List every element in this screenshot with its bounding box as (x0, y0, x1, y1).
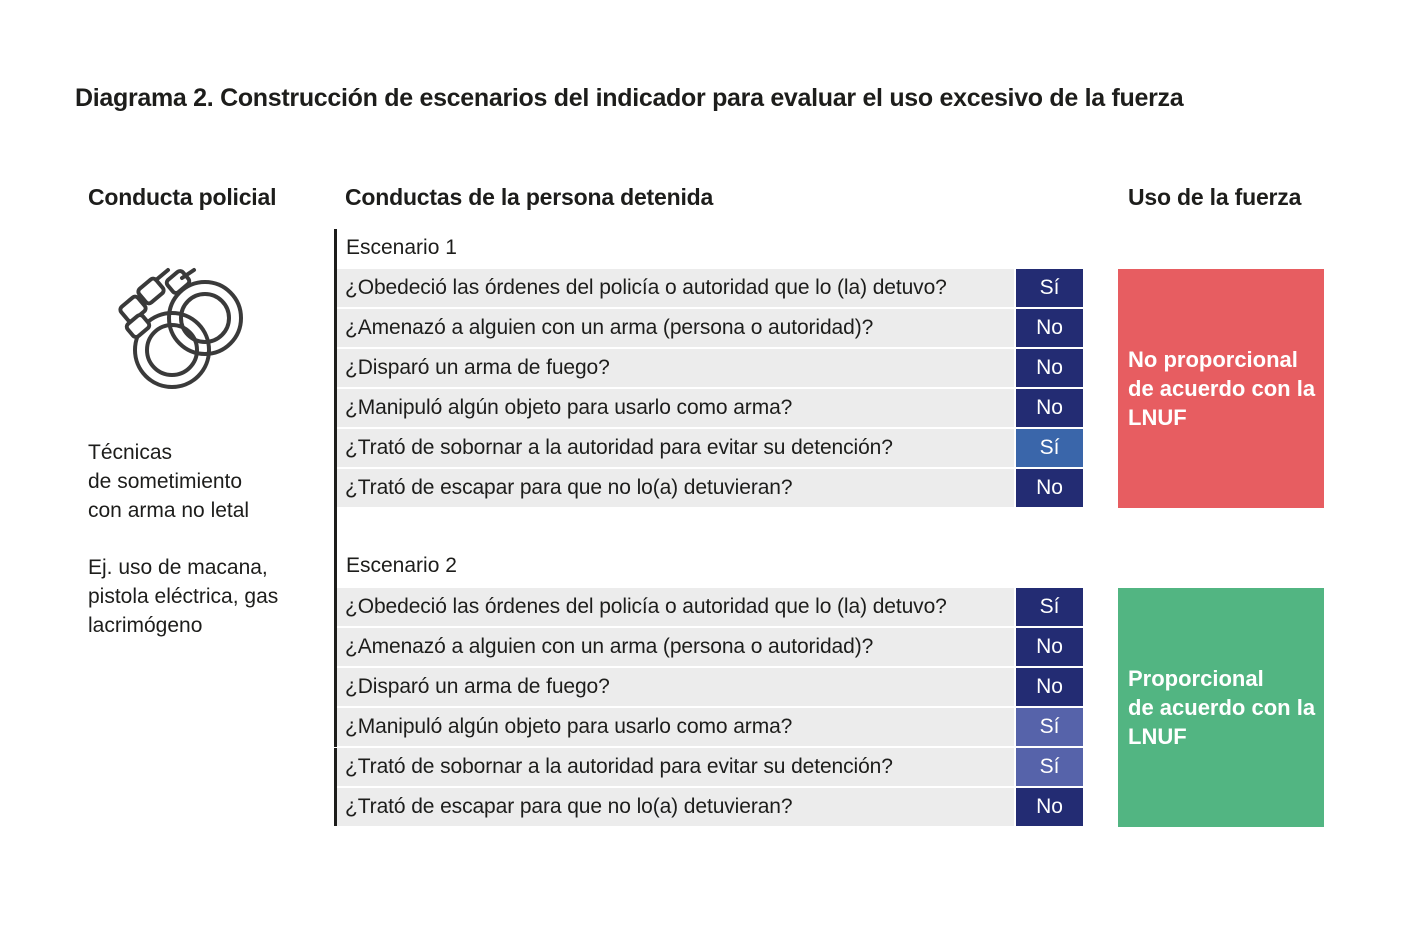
question-row (337, 748, 1083, 786)
scenario-1-label: Escenario 1 (346, 236, 457, 259)
question-text: ¿Manipuló algún objeto para usarlo como arma? (337, 389, 1014, 427)
result-line: LNUF (1128, 405, 1187, 430)
question-text: ¿Manipuló algún objeto para usarlo como arma? (337, 708, 1014, 746)
header-conducta-policial: Conducta policial (88, 184, 277, 210)
answer-badge: No (1016, 389, 1083, 427)
question-text: ¿Disparó un arma de fuego? (337, 668, 1014, 706)
result-text (1128, 664, 1315, 751)
scenario-1-rows (337, 269, 1083, 509)
answer-badge: Sí (1016, 748, 1083, 786)
question-row (337, 349, 1083, 387)
question-row (337, 429, 1083, 467)
question-text: ¿Trató de escapar para que no lo(a) detuvieran? (337, 469, 1014, 507)
result-line: No proporcional (1128, 347, 1298, 372)
answer-badge: Sí (1016, 588, 1083, 626)
question-text: ¿Obedeció las órdenes del policía o autoridad que lo (la) detuvo? (337, 269, 1014, 307)
conducta-policial-description (88, 438, 318, 525)
question-row (337, 788, 1083, 826)
answer-badge: No (1016, 469, 1083, 507)
result-line: Proporcional (1128, 666, 1264, 691)
question-text: ¿Amenazó a alguien con un arma (persona o autoridad)? (337, 309, 1014, 347)
example-line: Ej. uso de macana, (88, 556, 268, 579)
diagram-title: Diagrama 2. Construcción de escenarios del indicador para evaluar el uso excesivo de la fuerza (75, 84, 1184, 112)
answer-badge: Sí (1016, 429, 1083, 467)
header-conductas-persona: Conductas de la persona detenida (345, 184, 714, 210)
answer-badge: No (1016, 668, 1083, 706)
description-line: de sometimiento (88, 470, 243, 493)
question-row (337, 628, 1083, 666)
result-line: LNUF (1128, 724, 1187, 749)
question-text: ¿Disparó un arma de fuego? (337, 349, 1014, 387)
question-row (337, 389, 1083, 427)
result-not-proportional (1118, 269, 1324, 508)
result-line: de acuerdo con la (1128, 376, 1316, 401)
result-line: de acuerdo con la (1128, 695, 1316, 720)
answer-badge: Sí (1016, 269, 1083, 307)
description-line: Técnicas (88, 441, 173, 464)
answer-badge: No (1016, 349, 1083, 387)
conducta-policial-example (88, 553, 318, 640)
question-text: ¿Trató de sobornar a la autoridad para evitar su detención? (337, 429, 1014, 467)
question-text: ¿Amenazó a alguien con un arma (persona o autoridad)? (337, 628, 1014, 666)
question-row (337, 588, 1083, 626)
result-proportional (1118, 588, 1324, 827)
scenario-2-label: Escenario 2 (346, 554, 457, 577)
question-text: ¿Trató de sobornar a la autoridad para evitar su detención? (337, 748, 1014, 786)
handcuffs-icon (112, 262, 252, 397)
answer-badge: No (1016, 309, 1083, 347)
description-line: con arma no letal (88, 499, 250, 522)
question-text: ¿Trató de escapar para que no lo(a) detuvieran? (337, 788, 1014, 826)
question-row (337, 708, 1083, 746)
question-row (337, 309, 1083, 347)
answer-badge: No (1016, 788, 1083, 826)
example-line: pistola eléctrica, gas (88, 585, 279, 608)
question-row (337, 469, 1083, 507)
question-text: ¿Obedeció las órdenes del policía o autoridad que lo (la) detuvo? (337, 588, 1014, 626)
result-text (1128, 345, 1315, 432)
scenario-2-rows (337, 588, 1083, 828)
header-uso-fuerza: Uso de la fuerza (1128, 184, 1302, 210)
answer-badge: No (1016, 628, 1083, 666)
answer-badge: Sí (1016, 708, 1083, 746)
question-row (337, 269, 1083, 307)
example-line: lacrimógeno (88, 614, 203, 637)
question-row (337, 668, 1083, 706)
